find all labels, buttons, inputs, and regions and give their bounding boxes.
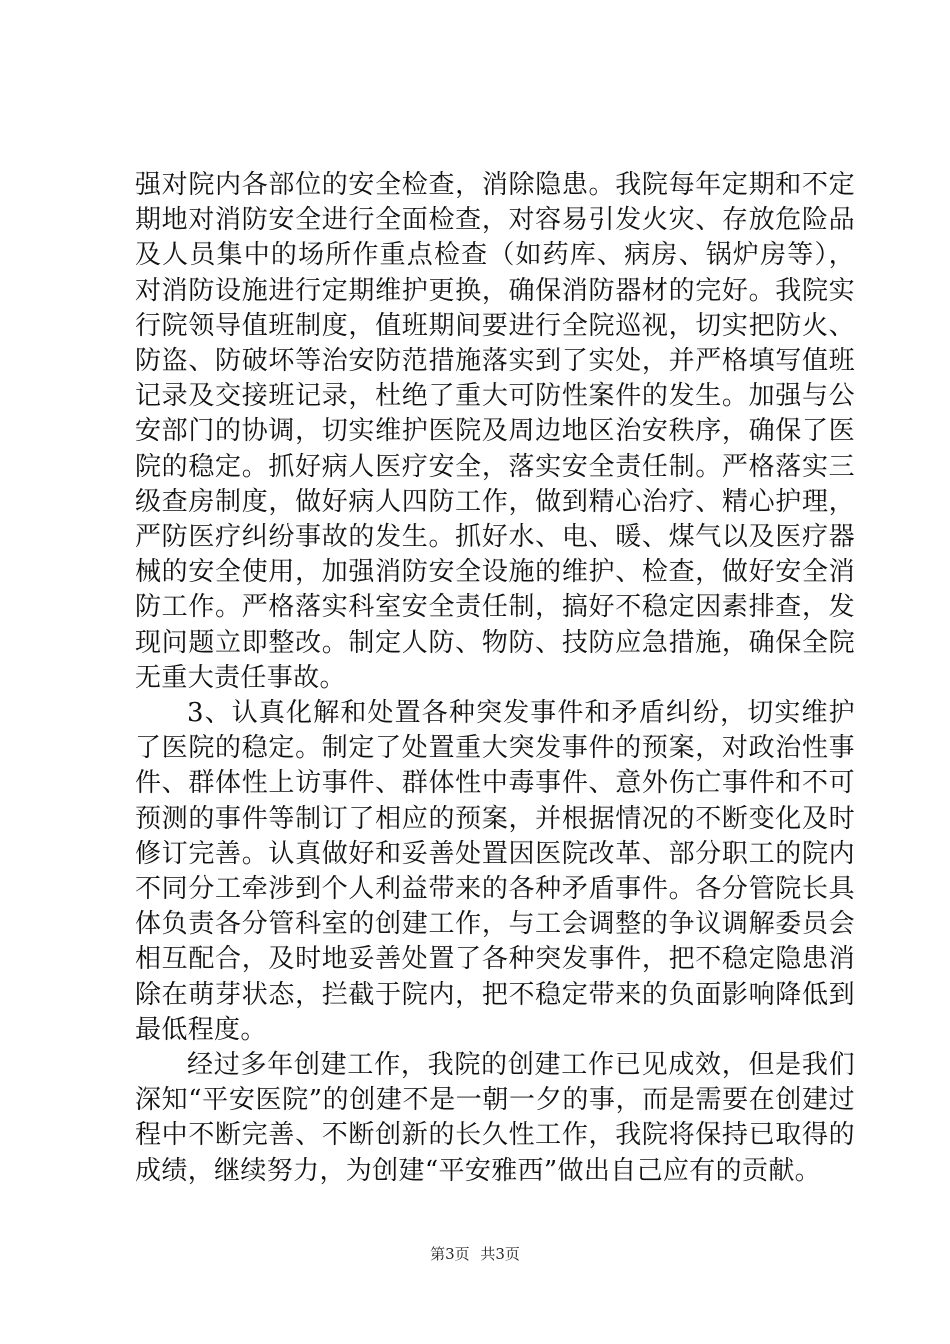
paragraph-safety-inspection: 强对院内各部位的安全检查，消除隐患。我院每年定期和不定期地对消防安全进行全面检查，对容易引发火灾、存放危险品及人员集中的场所作重点检查（如药库、病房、锅炉房等），对消防设施进行定期维护更换，确保消防器材的完好。我院实行院领导值班制度，值班期间要进行全院巡视，切实把防火、防盗、防破坏等治安防范措施落实到了实处，并严格填写值班记录及交接班记录，杜绝了重大可防性案件的发生。加强与公安部门的协调，切实维护医院及周边地区治安秩序，确保了医院的稳定。抓好病人医疗安全，落实安全责任制。严格落实三级查房制度，做好病人四防工作，做到精心治疗、精心护理，严防医疗纠纷事故的发生。抓好水、电、暖、煤气以及医疗器械的安全使用，加强消防安全设施的维护、检查，做好安全消防工作。严格落实科室安全责任制，搞好不稳定因素排查，发现问题立即整改。制定人防、物防、技防应急措施，确保全院无重大责任事故。 (135, 170, 855, 693)
paragraph-emergency-handling: 3、认真化解和处置各种突发事件和矛盾纠纷，切实维护了医院的稳定。制定了处置重大突发事件的预案，对政治性事件、群体性上访事件、群体性中毒事件、意外伤亡事件和不可预测的事件等制订了相应的预案，并根据情况的不断变化及时修订完善。认真做好和妥善处置因医院改革、部分职工的院内不同分工牵涉到个人利益带来的各种矛盾事件。各分管院长具体负责各分管科室的创建工作，与工会调整的争议调解委员会相互配合，及时地妥善处置了各种突发事件，把不稳定隐患消除在萌芽状态，拦截于院内，把不稳定带来的负面影响降低到最低程度。 (135, 698, 855, 1045)
document-body (135, 168, 855, 1189)
page-number: 第3页 (430, 1245, 470, 1263)
page-footer (0, 1243, 950, 1264)
paragraph-conclusion: 经过多年创建工作，我院的创建工作已见成效，但是我们深知“平安医院”的创建不是一朝一夕的事，而是需要在创建过程中不断完善、不断创新的长久性工作，我院将保持已取得的成绩，继续努力，为创建“平安雅西”做出自己应有的贡献。 (135, 1050, 855, 1186)
page-total: 共3页 (480, 1245, 520, 1263)
